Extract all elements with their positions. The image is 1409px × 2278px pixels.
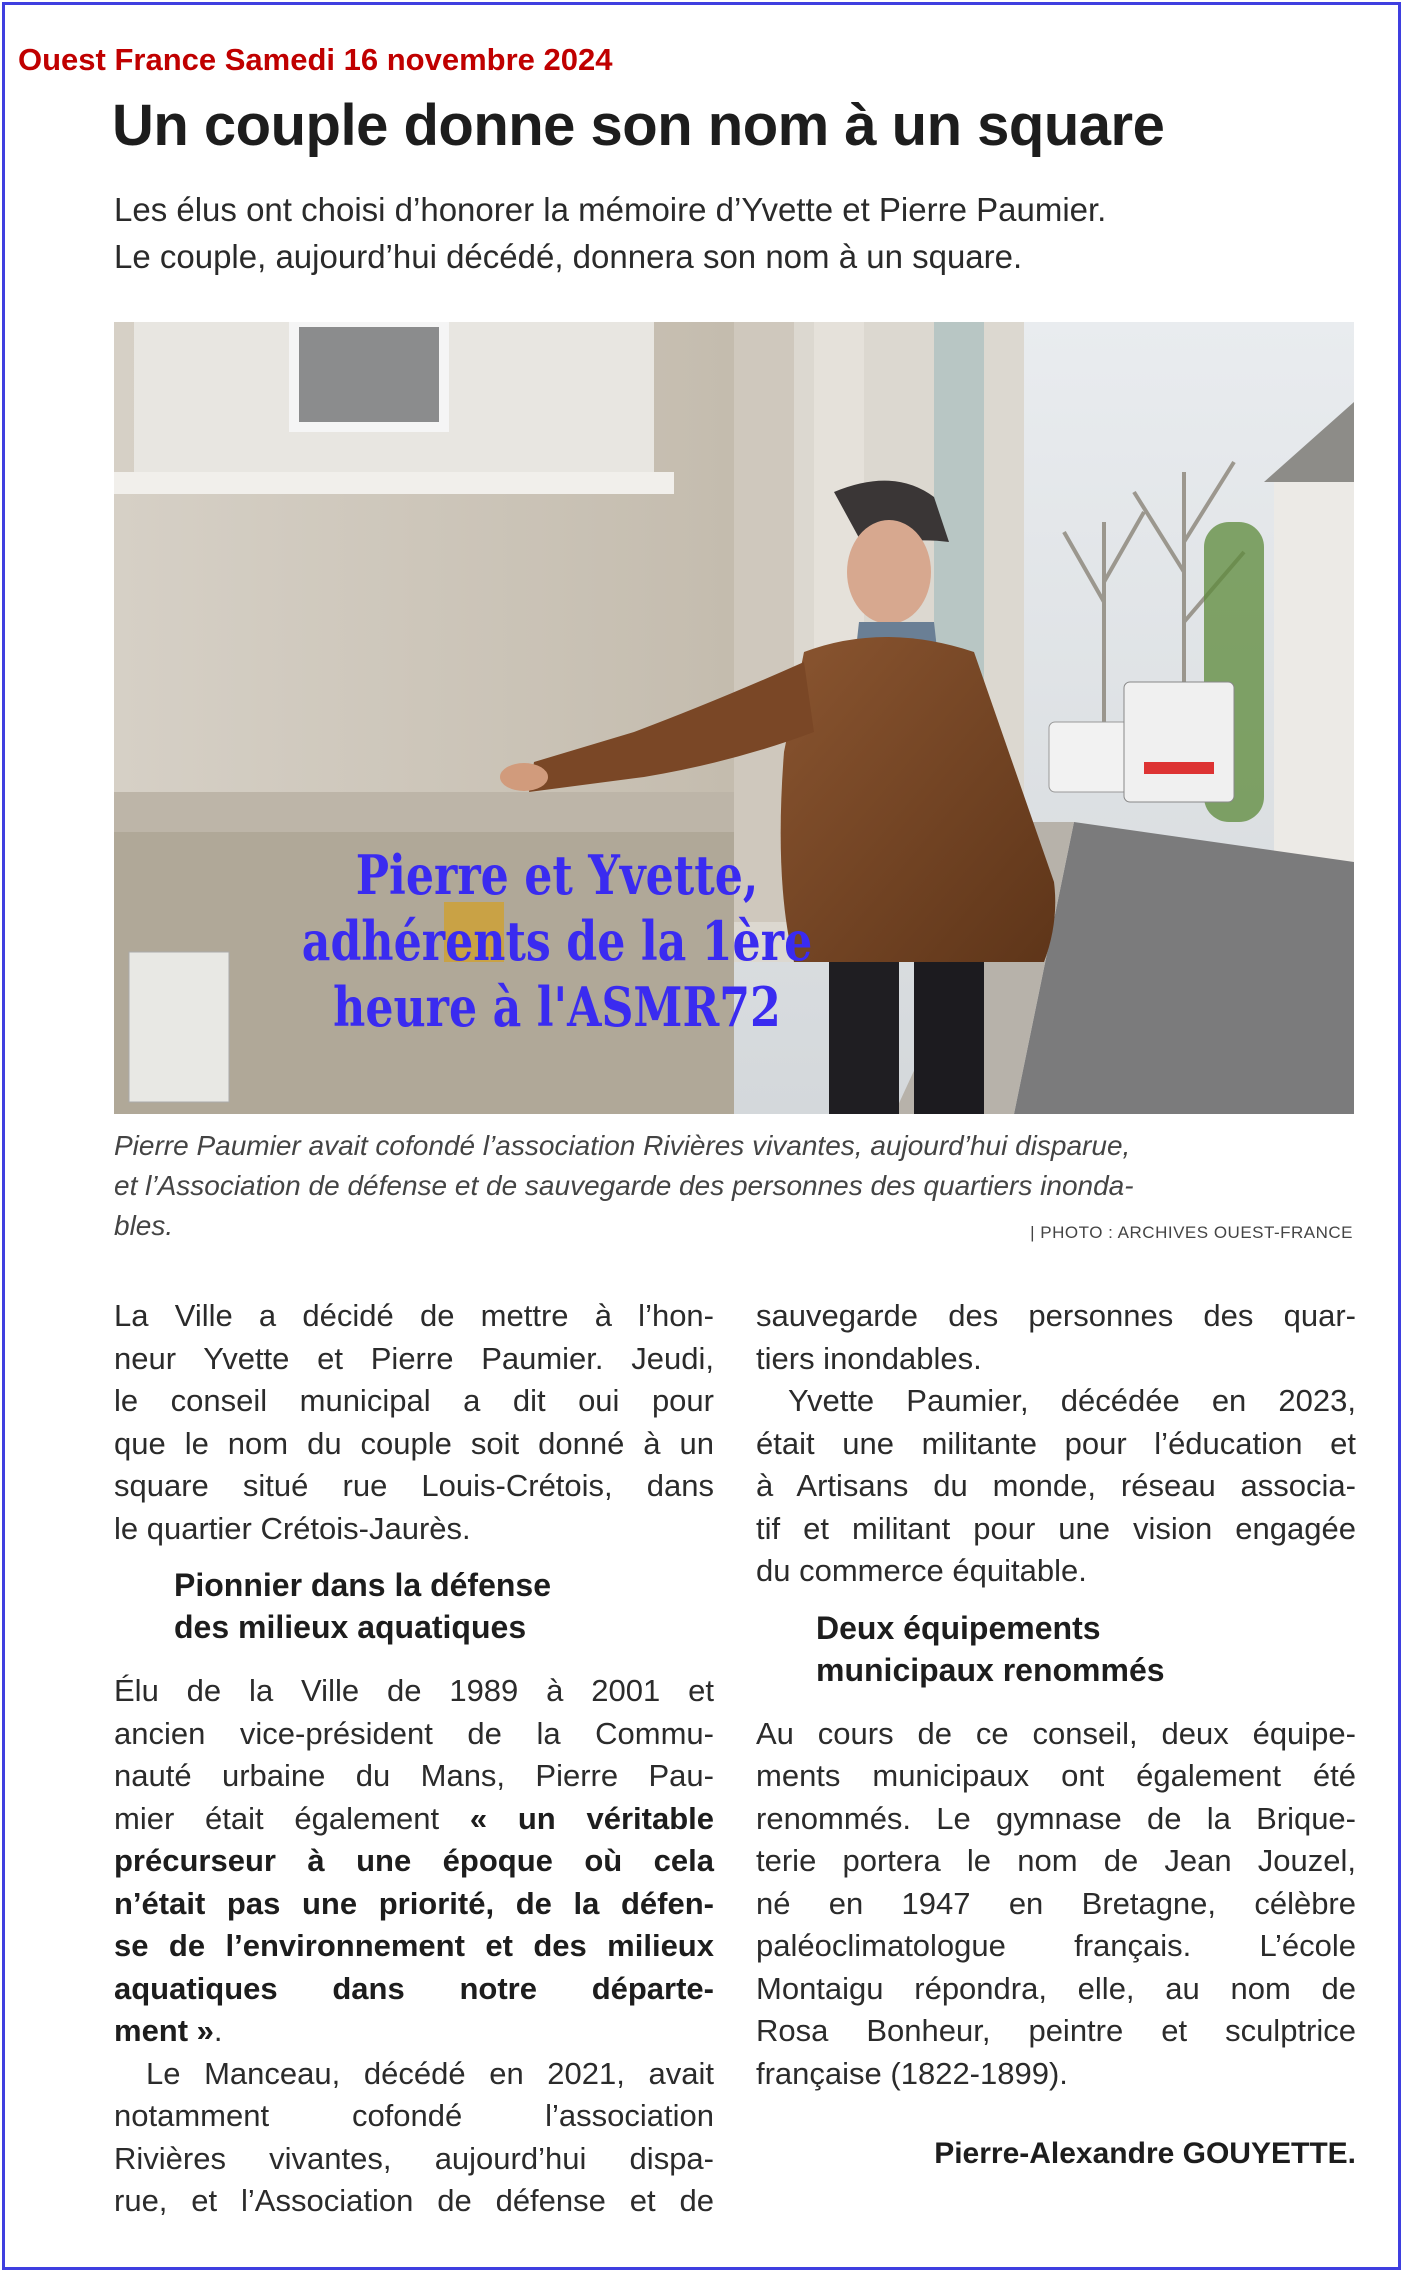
text-line [114,1883,714,1926]
subheading-line: des milieux aquatiques [174,1609,527,1645]
text-line: du commerce équitable. [756,1553,1087,1588]
text-line: ments municipaux ont également été [756,1758,1356,1793]
text-line: neur Yvette et Pierre Paumier. Jeudi, [114,1340,714,1376]
text-line: Rivières vivantes, aujourd’hui dispa- [114,2140,714,2176]
article-photo [114,322,1354,1114]
text-line: française (1822-1899). [756,2055,1068,2091]
quote-span: « un véritable [469,1800,714,1836]
text-line [114,1798,714,1841]
text-line [114,1968,714,2011]
text-line: La Ville a décidé de mettre à l’hon- [114,1298,714,1333]
text-line: notamment cofondé l’association [114,2098,714,2133]
subheading-line: municipaux renommés [816,1651,1165,1688]
lead-paragraph [114,186,1364,280]
text-line: Montaigu répondra, elle, au nom de [756,1970,1356,2006]
text-line: le conseil municipal a dit oui pour [114,1383,714,1418]
text-line: Yvette Paumier, décédée en 2023, [788,1383,1356,1418]
caption-line: et l’Association de défense et de sauvegarde des personnes des quartiers inonda- [114,1170,1134,1201]
paragraph [114,1670,714,2223]
text-line: que le nom du couple soit donné à un [114,1425,714,1461]
photo-overlay-text [291,842,824,1040]
text-line: sauvegarde des personnes des quar- [756,1298,1356,1333]
source-line: Ouest France Samedi 16 novembre 2024 [18,42,613,77]
text-line: Le Manceau, décédé en 2021, avait [146,2055,714,2091]
text-line [114,1840,714,1883]
quote-span: précurseur à une époque où cela [114,1843,714,1878]
text-line: paléoclimatologue français. L’école [756,1928,1356,1963]
text-line: Au cours de ce conseil, deux équipe- [756,1715,1356,1751]
text-span: mier était également [114,1800,440,1836]
article-column-left [114,1295,714,2223]
quote-span: aquatiques dans notre départe- [114,1970,714,2006]
text-line: terie portera le nom de Jean Jouzel, [756,1843,1356,1878]
text-line [114,1925,714,1968]
paragraph [114,1295,714,1550]
overlay-line: heure à l'ASMR72 [333,975,781,1039]
overlay-line: adhérents de la 1ère [301,909,813,973]
text-line: Élu de la Ville de 1989 à 2001 et [114,1673,714,1708]
caption-line: Pierre Paumier avait cofondé l’association Rivières vivantes, aujourd’hui disparue, [114,1130,1131,1161]
text-line: rue, et l’Association de défense et de [114,2183,714,2218]
text-line: square situé rue Louis-Crétois, dans [114,1468,714,1503]
subheading [756,1607,1356,1691]
text-line: ment ». [114,2013,223,2048]
text-line: tif et militant pour une vision engagée [756,1510,1356,1546]
lead-line: Les élus ont choisi d’honorer la mémoire d’Yvette et Pierre Paumier. [114,191,1107,228]
caption-line: bles. [114,1210,174,1241]
text-line: Rosa Bonheur, peintre et sculptrice [756,2013,1356,2048]
quote-span: se de l’environnement et des milieux [114,1928,714,1963]
photo-credit: | PHOTO : ARCHIVES OUEST-FRANCE [1030,1223,1353,1242]
subheading [114,1564,714,1648]
text-line: était une militante pour l’éducation et [756,1425,1356,1461]
text-line: né en 1947 en Bretagne, célèbre [756,1885,1356,1921]
paragraph [756,1295,1356,1593]
subheading-line: Pionnier dans la défense [174,1567,551,1603]
quote-span: n’était pas une priorité, de la défen- [114,1885,714,1921]
text-line: renommés. Le gymnase de la Brique- [756,1800,1356,1836]
lead-line: Le couple, aujourd’hui décédé, donnera son nom à un square. [114,238,1023,275]
quote-span: ment » [114,2013,214,2048]
headline: Un couple donne son nom à un square [112,93,1165,158]
text-line: tiers inondables. [756,1340,982,1376]
article-column-right [756,1295,1356,2176]
overlay-line: Pierre et Yvette, [355,843,759,907]
author-signature: Pierre-Alexandre GOUYETTE. [934,2137,1356,2170]
text-line: ancien vice-président de la Commu- [114,1715,714,1751]
text-line: à Artisans du monde, réseau associa- [756,1468,1356,1503]
text-line: le quartier Crétois-Jaurès. [114,1510,471,1546]
paragraph [756,1713,1356,2096]
subheading-line: Deux équipements [816,1609,1101,1646]
text-line: nauté urbaine du Mans, Pierre Pau- [114,1758,714,1793]
